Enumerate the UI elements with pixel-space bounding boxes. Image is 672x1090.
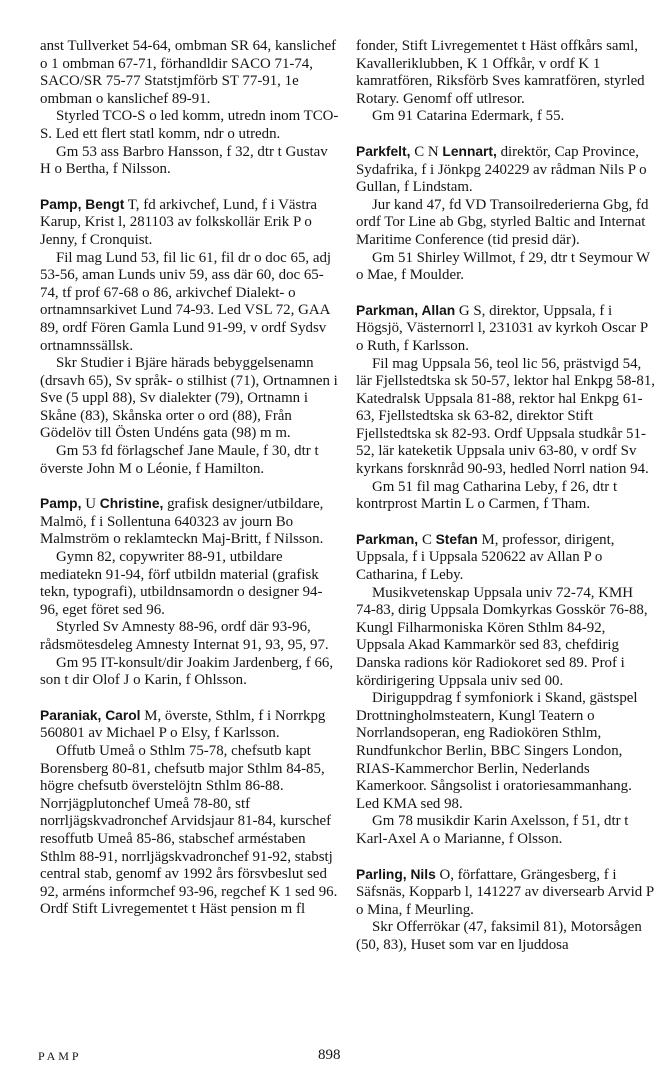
running-head: PAMP (38, 1049, 82, 1063)
entry-text: Styrled Sv Amnesty 88-96, ordf där 93-96, rådsmötesdeleg Amnesty Internat 91, 93, 95, 97. (40, 619, 329, 653)
entry-lead-text: grafisk designer/utbildare, Malmö, f i Sollentuna 640323 av journ Bo Malmström o reklamteckn Maj-Britt, f Nilsson. (40, 496, 324, 548)
entry-text: Gm 53 fd förlagschef Jane Maule, f 30, dtr t överste John M o Léonie, f Hamilton. (40, 443, 319, 477)
entry-text: Jur kand 47, fd VD Transoilrederierna Gbg, fd ordf Tor Line ab Gbg, styrled Baltic and Internat Maritime Conference (tid presid där). (356, 196, 649, 248)
entry-given-name: Stefan (435, 531, 478, 547)
entry-lead (356, 866, 656, 920)
entry-surname: Pamp, (40, 196, 86, 212)
entry-lead (356, 302, 656, 356)
entry-pamp-bengt (40, 196, 340, 479)
entry-lead (40, 707, 340, 743)
page-number: 898 (318, 1047, 341, 1063)
entry-lead-text: G S, direktor, Uppsala, f i Högsjö, Västernorrl l, 231031 av kyrkoh Oscar P o Ruth, f Karlsson. (356, 302, 648, 354)
entry-parkman-allan (356, 302, 656, 514)
entry-lead-text: direktör, Cap Province, Sydafrika, f i Jönkpg 240229 av rådman Nils P o Gullan, f Lindstam. (356, 143, 647, 196)
entry-lead (40, 495, 340, 549)
entry-text: Gm 51 fil mag Catharina Leby, f 26, dtr t kontrprost Martin L o Carmen, f Tham. (356, 478, 618, 513)
page-footer (0, 1047, 672, 1067)
entry-parkman-stefan (356, 531, 656, 849)
entry-parkfelt-lennart (356, 143, 656, 285)
entry-given-name: Allan (421, 302, 456, 318)
entry-text: Gm 51 Shirley Willmot, f 29, dtr t Seymour W o Mae, f Moulder. (356, 249, 650, 284)
entry-text: Fil mag Lund 53, fil lic 61, fil dr o doc 65, adj 53-56, aman Lunds univ 59, ass där 60, doc 65-74, tf prof 67-68 o 86, arkivchef Dialekt- o ortnamnsarkivet Lund 74-93. Led VSL 72, GAA 89, ordf Fören Gamla Lund 91-99, v ordf Sydsv ortnamnssällsk. (40, 249, 332, 354)
entry-surname: Parkman, (356, 302, 422, 318)
entry-text: Gm 95 IT-konsult/dir Joakim Jardenberg, f 66, son t dir Olof J o Karin, f Ohlsson. (40, 654, 334, 689)
entry-text: Gm 78 musikdir Karin Axelsson, f 51, dtr t Karl-Axel A o Marianne, f Olsson. (356, 813, 629, 847)
entry-text: anst Tullverket 54-64, ombman SR 64, kanslichef o 1 ombman 67-71, förhandldir SACO 71-74, SACO/SR 75-77 Statstjmförb ST 77-91, 1e ombman o kanslichef 89-91. (40, 38, 337, 107)
entry-paraniak-carol (40, 707, 340, 919)
entry-lead (356, 531, 656, 585)
entry-text: fonder, Stift Livregementet t Häst offkårs saml, Kavalleriklubben, K 1 Offkår, v ordf K 1 kamratfören, Riksförb Sves kamratfören, styrled Rotary. Genomf off utlresor. (356, 38, 645, 107)
entry-surname: Paraniak, (40, 707, 106, 723)
entry-given-name: Lennart, (442, 143, 497, 159)
entry-lead (356, 143, 656, 197)
left-column (40, 38, 340, 936)
entry-text: Gm 91 Catarina Edermark, f 55. (372, 108, 565, 125)
entry-text: Gm 53 ass Barbro Hansson, f 32, dtr t Gustav H o Bertha, f Nilsson. (40, 143, 328, 178)
entry-text: Styrled TCO-S o led komm, utredn inom TCO-S. Led ett flert statl komm, ndr o utredn. (40, 108, 339, 142)
entry-parling-nils (356, 866, 656, 955)
entry-text: Fil mag Uppsala 56, teol lic 56, prästvigd 54, lär Fjellstedtska sk 50-57, lektor hal Enkpg 58-81, Katedralsk Uppsala 81-88, rektor hal Enkpg 61-63, Fjellstedtska sk 63-82, direktor Stift Fjellstedtska sk 82-93. Ordf Uppsala studkår 51-52, lär kateketik Uppsala univ 63-80, v ordf Sv kyrkans forsknråd 90-93, hedled Norrl nation 94. (356, 355, 656, 478)
right-column (356, 38, 656, 972)
entry-continued (356, 38, 656, 126)
entry-lead-text: M, överste, Sthlm, f i Norrkpg 560801 av Michael P o Elsy, f Karlsson. (40, 707, 326, 742)
entry-given-name: Nils (410, 866, 436, 882)
entry-given-name: Bengt (85, 196, 125, 212)
entry-lead-text: T, fd arkivchef, Lund, f i Västra Karup, Krist l, 281103 av folkskollär Erik P o Jenny, f Cronquist. (40, 196, 318, 248)
entry-given-name: Christine, (99, 496, 164, 512)
entry-text: Offutb Umeå o Sthlm 75-78, chefsutb kapt Borensberg 80-81, chefsutb major Sthlm 84-85, högre chefsutb överstelöjtn Sthlm 86-88. Norrjägplutonchef Umeå 78-80, stf norrljägskvadronchef Arvidsjaur 81-84, kurschef resoffutb Umeå 85-86, stabschef arméstaben Sthlm 88-91, norrljägskvadronchef 91-92, stabstj central stab, genomf av 1992 års försvbeslut sed 92, arméns informchef 93-96, regchef K 1 sed 96. Ordf Stift Livregementet t Häst pension m fl (40, 742, 338, 918)
entry-surname: Parkman, (356, 531, 422, 547)
entry-given-name: Carol (105, 707, 141, 723)
entry-initial: U (85, 496, 100, 513)
entry-continued (40, 38, 340, 179)
entry-text: Skr Studier i Bjäre härads bebyggelsenamn (drsavh 65), Sv språk- o stilhist (71), Ortnamnen i Sve (5 uppl 88), Sv dialekter (79), Ortnamn i Skåne (83), Skånska orter o ord (88), Från Gödelöv till Östen Undéns gata (98) m m. (40, 355, 338, 442)
entry-initial: C N (414, 143, 443, 160)
entry-text: Musikvetenskap Uppsala univ 72-74, KMH 74-83, dirig Uppsala Domkyrkas Gosskör 76-88, Kungl Filharmoniska Kören Sthlm 84-92, Uppsala Akad Kammarkör sed 83, chefdirig Danska radions kör Radiokoret sed 89. Prof i kördirigering Uppsala univ sed 00. (356, 584, 648, 689)
entry-surname: Parkfelt, (356, 143, 415, 159)
entry-surname: Pamp, (40, 496, 86, 512)
entry-surname: Parling, (356, 866, 411, 882)
entry-initial: C (421, 531, 436, 548)
entry-text: Skr Offerrökar (47, faksimil 81), Motorsågen (50, 83), Huset som var en ljuddosa (356, 919, 642, 953)
entry-lead-text: M, professor, dirigent, Uppsala, f i Uppsala 520622 av Allan P o Catharina, f Leby. (356, 531, 615, 584)
entry-pamp-christine (40, 495, 340, 690)
entry-text: Gymn 82, copywriter 88-91, utbildare mediatekn 91-94, förf utbildn material (grafisk tekn, typografi), utbildnsamordn o designer 94-96, eget föret sed 96. (40, 549, 323, 618)
entry-lead-text: O, författare, Grängesberg, f i Säfsnäs, Kopparb l, 141227 av diversearb Arvid P o Mina, f Meurling. (356, 866, 654, 918)
entry-lead (40, 196, 340, 250)
entry-text: Diriguppdrag f symfoniork i Skand, gästspel Drottningholmsteatern, Kungl Teatern o Norrlandsoperan, eng Radiokören Sthlm, Rundfunkchor Berlin, BBC Singers London, RIAS-Kammerchor Berlin, Nederlands Kamerkoor. Sångsolist i oratoriesammanhang. Led KMA sed 98. (356, 690, 638, 812)
